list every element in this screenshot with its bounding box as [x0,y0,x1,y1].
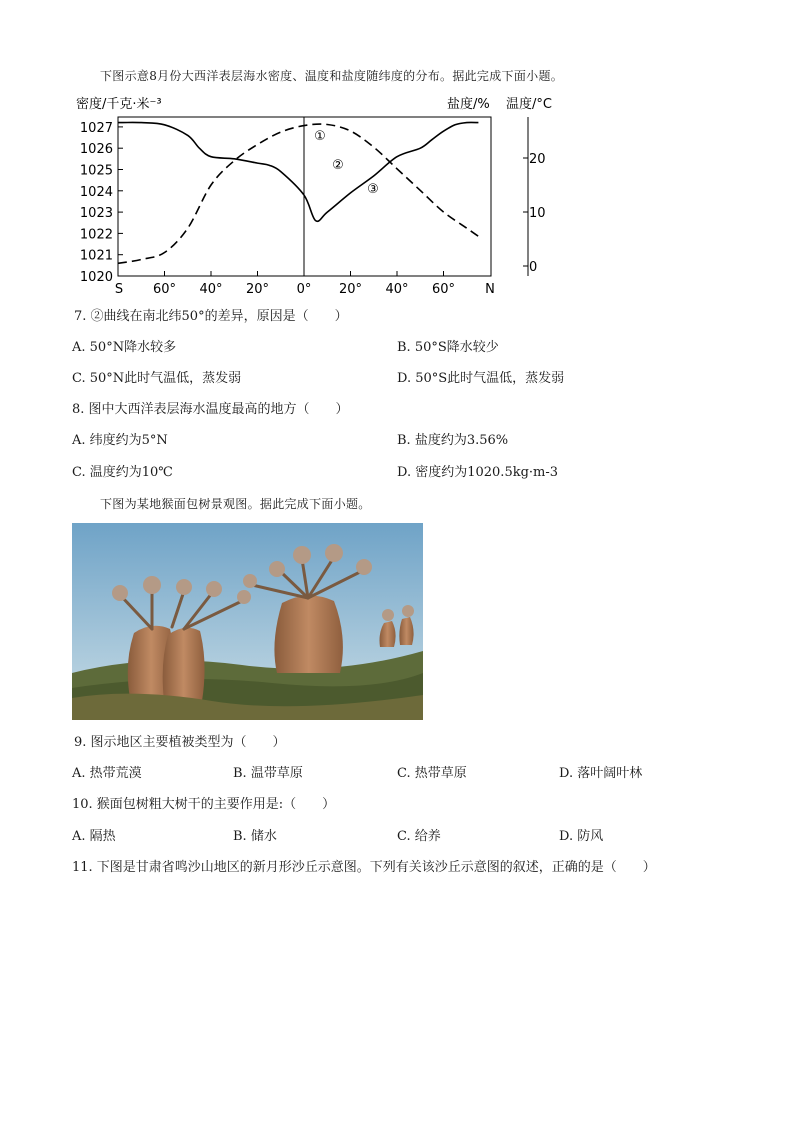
latitude-tick-label: 60° [152,282,177,297]
series-line-density [118,122,478,221]
right-axis-title-salinity: 盐度/% [447,97,490,112]
temperature-axis [523,117,546,276]
density-axis [80,121,123,285]
density-tick-label: 1022 [79,227,113,243]
intro-text-photo: 下图为某地猴面包树景观图。据此完成下面小题。 [100,497,371,511]
curve-label: ③ [367,182,379,197]
latitude-tick-label: 20° [245,282,270,297]
density-tick-label: 1023 [79,206,113,222]
temperature-tick-label: 10 [529,206,546,221]
latitude-tick-label: 40° [385,282,409,297]
q9-stem: 9. 图示地区主要植被类型为（ ） [74,735,286,750]
temperature-tick-label: 20 [529,152,546,167]
density-tick-label: 1024 [79,184,113,200]
q10-stem: 10. 猴面包树粗大树干的主要作用是:（ ） [72,797,336,812]
q10-option-b[interactable]: B. 储水 [233,829,277,844]
q8-stem: 8. 图中大西洋表层海水温度最高的地方（ ） [72,402,349,417]
curve-labels [314,129,379,197]
density-tick-label: 1021 [79,248,113,264]
right-axis-title-temperature: 温度/°C [506,97,552,112]
latitude-tick-label: N [485,282,495,297]
q8-option-d[interactable]: D. 密度约为1020.5kg·m-3 [397,465,559,480]
temperature-tick-label: 0 [529,260,538,275]
q9-option-b[interactable]: B. 温带草原 [233,766,303,781]
latitude-tick-label: 0° [296,282,312,297]
curve-label: ② [332,158,344,173]
q7-option-a[interactable]: A. 50°N降水较多 [72,340,177,355]
series-layer [118,90,478,263]
q9-option-c[interactable]: C. 热带草原 [397,766,467,781]
q9-option-a[interactable]: A. 热带荒漠 [72,766,142,781]
q7-option-b[interactable]: B. 50°S降水较少 [397,340,499,355]
density-tick-label: 1027 [79,120,113,136]
q9-option-d[interactable]: D. 落叶阔叶林 [559,766,643,781]
curve-label: ① [314,129,326,144]
latitude-tick-label: 20° [338,282,363,297]
latitude-axis [115,271,495,297]
density-tick-label: 1025 [79,163,113,179]
latitude-tick-label: 40° [199,282,223,297]
atlantic-surface-chart [60,90,560,300]
q10-option-d[interactable]: D. 防风 [559,829,604,844]
density-tick-label: 1020 [79,270,113,285]
q7-stem: 7. ②曲线在南北纬50°的差异，原因是（ ） [74,309,348,324]
left-axis-title: 密度/千克·米⁻³ [76,97,162,112]
latitude-tick-label: 60° [431,282,456,297]
q11-stem: 11. 下图是甘肃省鸣沙山地区的新月形沙丘示意图。下列有关该沙丘示意图的叙述，正确的是（ ） [72,860,656,875]
q7-option-c[interactable]: C. 50°N此时气温低，蒸发弱 [72,371,242,386]
q10-option-c[interactable]: C. 给养 [397,829,441,844]
intro-text-chart: 下图示意8月份大西洋表层海水密度、温度和盐度随纬度的分布。据此完成下面小题。 [100,69,564,83]
q8-option-c[interactable]: C. 温度约为10℃ [72,465,173,480]
baobab-photo [72,523,423,720]
q7-option-d[interactable]: D. 50°S此时气温低，蒸发弱 [397,371,565,386]
q8-option-b[interactable]: B. 盐度约为3.56% [397,433,509,448]
q8-option-a[interactable]: A. 纬度约为5°N [72,433,168,448]
q10-option-a[interactable]: A. 隔热 [72,829,116,844]
density-tick-label: 1026 [79,142,113,158]
latitude-tick-label: S [114,282,124,297]
